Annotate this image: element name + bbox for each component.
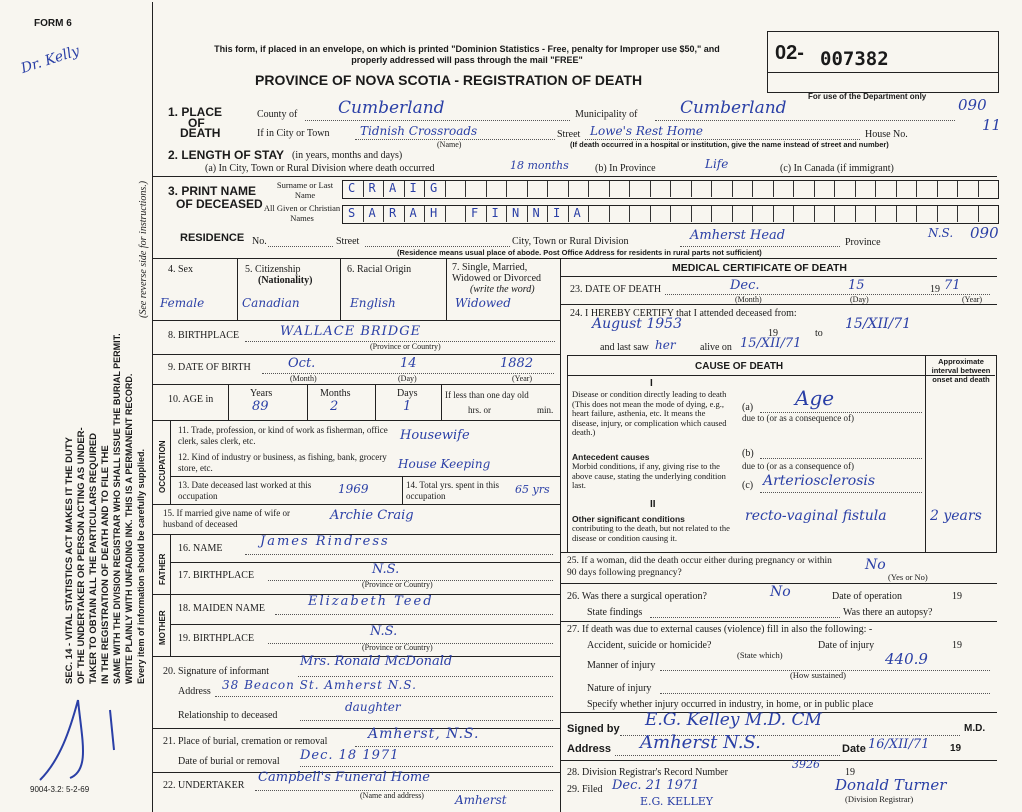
marital-value: Widowed: [455, 296, 511, 310]
envelope-note: This form, if placed in an envelope, on which is printed "Dominion Statistics - Free, penalty for Improper use $50," and properly addressed will pass through the mail "FREE": [214, 44, 720, 65]
signed-label: Signed by: [567, 723, 620, 735]
birthplace-label: 8. BIRTHPLACE: [168, 330, 240, 341]
dod-year-sub: (Year): [962, 295, 983, 304]
mother-name-value: Elizabeth Teed: [308, 594, 434, 609]
deceased-label-2: OF DECEASED: [176, 197, 263, 211]
accident-label: Accident, suicide or homicide?: [587, 640, 712, 651]
mother-birthplace-sub: (Province or Country): [362, 643, 433, 652]
deceased-label-1: 3. PRINT NAME: [168, 184, 257, 198]
given-letter: H: [430, 206, 439, 220]
racial-label: 6. Racial Origin: [347, 264, 412, 275]
surname-grid-divider: [978, 181, 979, 197]
father-side-label: FATHER: [158, 553, 167, 585]
sustained-sub: (How sustained): [790, 670, 846, 680]
age-years-label: Years: [250, 388, 273, 399]
left-vertical-line-5: SAME WITH THE DIVISION REGISTRAR WHO SHALL ISSUE THE BURIAL PERMIT.: [112, 333, 122, 684]
given-grid-divider: [363, 206, 364, 222]
registrar-sub: (Division Registrar): [845, 794, 914, 804]
given-grid-divider: [383, 206, 384, 222]
certify-from: August 1953: [592, 316, 682, 332]
city-value: Tidnish Crossroads: [360, 124, 478, 138]
cause-a-label: (a): [742, 402, 754, 413]
nature-label: Nature of injury: [587, 683, 652, 694]
given-grid-divider: [855, 206, 856, 222]
surname-grid-divider: [855, 181, 856, 197]
occupation-side-label: OCCUPATION: [158, 440, 167, 493]
certify-19: 19: [768, 328, 778, 339]
informant-address: 38 Beacon St. Amherst N.S.: [222, 678, 417, 692]
manner-label: Manner of injury: [587, 660, 656, 671]
printed-name: E.G. KELLEY: [640, 795, 714, 808]
given-grid-divider: [445, 206, 446, 222]
dod-year-prefix: 19: [930, 284, 940, 295]
sex-label: 4. Sex: [168, 264, 193, 275]
doctor-date-19: 19: [950, 743, 962, 754]
margin-signature-mark: [30, 690, 130, 790]
given-grid-divider: [732, 206, 733, 222]
given-grid-divider: [650, 206, 651, 222]
residence-street-label: Street: [336, 236, 360, 247]
father-name-label: 16. NAME: [178, 543, 223, 554]
left-vertical-line-1: SEC. 14 - VITAL STATISTICS ACT MAKES IT THE DUTY: [64, 436, 75, 684]
total-years-label: 14. Total yrs. spent in this occupation: [406, 480, 499, 501]
informant-address-label: Address: [178, 686, 211, 697]
autopsy-label: Was there an autopsy?: [843, 607, 933, 618]
trade-label: 11. Trade, profession, or kind of work as fisherman, office clerk, sales clerk, etc.: [178, 425, 388, 446]
age-days-label: Days: [397, 388, 418, 399]
county-value: Cumberland: [338, 98, 445, 118]
certify-to-label: to: [815, 328, 823, 339]
surname-letter: C: [348, 181, 357, 195]
surname-grid-divider: [875, 181, 876, 197]
surname-grid-divider: [486, 181, 487, 197]
interval-header: Approximate interval between onset and death: [931, 357, 991, 384]
stay-a-value: 18 months: [510, 159, 569, 172]
q28-value: 3926: [792, 758, 820, 771]
dob-day-sub: (Day): [398, 374, 417, 383]
given-grid-divider: [875, 206, 876, 222]
stay-b-value: Life: [705, 157, 729, 171]
surname-grid-divider: [445, 181, 446, 197]
given-grid-divider: [793, 206, 794, 222]
surname-grid-divider: [793, 181, 794, 197]
total-years-value: 65 yrs: [515, 483, 550, 496]
surname-label: Surname or Last Name: [276, 180, 334, 200]
burial-place: Amherst, N.S.: [368, 726, 480, 742]
residence-province: N.S.: [928, 226, 954, 240]
undertaker-value: Campbell's Funeral Home: [258, 770, 430, 785]
surname-grid-divider: [752, 181, 753, 197]
marital-sub: (write the word): [470, 284, 535, 295]
place-label-1: 1. PLACE: [168, 105, 223, 119]
stay-c-label: (c) In Canada (if immigrant): [780, 163, 894, 174]
q27-label: 27. If death was due to external causes (violence) fill in also the following: -: [567, 624, 873, 635]
dod-day: 15: [848, 278, 865, 293]
given-letter: I: [491, 206, 500, 220]
md-label: M.D.: [964, 723, 986, 734]
last-saw-who: her: [655, 338, 676, 352]
surname-grid-divider: [691, 181, 692, 197]
other-label: Other significant conditions: [572, 514, 685, 524]
surname-grid-divider: [568, 181, 569, 197]
q26-date-label: Date of operation: [832, 591, 902, 602]
residence-note: (Residence means usual place of abode. Post Office Address for residents in rural parts not sufficient): [397, 248, 762, 257]
municipality-value: Cumberland: [680, 98, 787, 118]
spouse-label: 15. If married give name of wife or husband of deceased: [163, 508, 290, 529]
dob-year-sub: (Year): [512, 374, 533, 383]
doctor-address: Amherst N.S.: [640, 732, 761, 753]
manner-code: 440.9: [885, 650, 928, 668]
specify-label: Specify whether injury occurred in industry, in home, or in public place: [587, 699, 874, 710]
informant-relationship: daughter: [345, 700, 401, 714]
surname-grid-divider: [957, 181, 958, 197]
reg-box-divider: [767, 72, 999, 73]
age-months-value: 2: [330, 399, 339, 414]
signed-by: E.G. Kelley M.D. CM: [645, 710, 822, 730]
residence-code: 090: [970, 224, 999, 242]
surname-grid-divider: [588, 181, 589, 197]
burial-place-label: 21. Place of burial, cremation or removal: [163, 736, 328, 747]
date-injury-label: Date of injury: [818, 640, 875, 651]
mother-birthplace-value: N.S.: [370, 624, 398, 639]
certify-label: 24. I HEREBY CERTIFY that I attended deceased from:: [570, 308, 797, 319]
residence-label: RESIDENCE: [180, 232, 245, 244]
registration-prefix: 02-: [775, 42, 804, 64]
informant-rel-label: Relationship to deceased: [178, 710, 278, 721]
dod-year: 71: [944, 278, 961, 293]
sex-value: Female: [160, 296, 205, 310]
q28-19: 19: [845, 767, 855, 778]
surname-grid-divider: [465, 181, 466, 197]
marital-label: 7. Single, Married, Widowed or Divorced: [452, 262, 542, 284]
surname-grid-divider: [506, 181, 507, 197]
given-grid-divider: [404, 206, 405, 222]
house-label: House No.: [865, 129, 908, 140]
q27-19: 19: [952, 640, 962, 651]
city-name-note: (Name): [437, 140, 462, 149]
certify-to: 15/XII/71: [845, 316, 912, 332]
given-grid-divider: [691, 206, 692, 222]
other-interval: 2 years: [930, 508, 982, 524]
registration-number: 007382: [820, 48, 889, 70]
left-vertical-line-3: TAKER TO OBTAIN ALL THE PARTICULARS REQUIRED: [88, 432, 99, 684]
given-letter: I: [553, 206, 562, 220]
alive-label: alive on: [700, 342, 732, 353]
roman-1: I: [650, 378, 653, 389]
cause-c-label: (c): [742, 480, 754, 491]
given-grid-divider: [670, 206, 671, 222]
age-label: 10. AGE in: [168, 394, 214, 405]
given-letter: F: [471, 206, 480, 220]
left-border: [152, 2, 153, 812]
birthplace-value: WALLACE BRIDGE: [280, 324, 422, 339]
surname-grid-divider: [670, 181, 671, 197]
age-months-label: Months: [320, 388, 351, 399]
father-birthplace-label: 17. BIRTHPLACE: [178, 570, 255, 581]
given-label: All Given or Christian Names: [263, 203, 341, 223]
stay-b-label: (b) In Province: [595, 163, 656, 174]
given-grid-divider: [937, 206, 938, 222]
father-birthplace-sub: (Province or Country): [362, 580, 433, 589]
given-grid-divider: [957, 206, 958, 222]
given-grid-divider: [547, 206, 548, 222]
mother-name-label: 18. MAIDEN NAME: [178, 603, 265, 614]
undertaker-sub: (Name and address): [360, 791, 424, 800]
margin-note: Dr. Kelly: [19, 43, 82, 77]
dept-use-label: For use of the Department only: [808, 92, 927, 101]
surname-grid-divider: [814, 181, 815, 197]
given-letter: N: [512, 206, 521, 220]
dob-month-sub: (Month): [290, 374, 317, 383]
medical-header: MEDICAL CERTIFICATE OF DEATH: [672, 262, 847, 274]
surname-grid-divider: [773, 181, 774, 197]
antecedent-sub: Morbid conditions, if any, giving rise to the above cause, stating the underlying condition last.: [572, 461, 726, 490]
place-label-3: DEATH: [180, 126, 221, 140]
given-grid-divider: [978, 206, 979, 222]
hrs-label: hrs. or: [468, 405, 491, 415]
burial-date-label: Date of burial or removal: [178, 756, 280, 767]
citizenship-sub: (Nationality): [258, 275, 313, 286]
q26-19: 19: [952, 591, 962, 602]
industry-label: 12. Kind of industry or business, as fishing, bank, grocery store, etc.: [178, 452, 387, 473]
surname-letter: R: [368, 181, 377, 195]
surname-grid-divider: [424, 181, 425, 197]
less-day-label: If less than one day old: [445, 390, 529, 400]
cause-a-due: due to (or as a consequence of): [742, 413, 854, 423]
given-grid-divider: [916, 206, 917, 222]
hospital-note: (If death occurred in a hospital or institution, give the name instead of street and number): [570, 140, 889, 149]
date-label: Date: [842, 743, 866, 755]
mother-side-label: MOTHER: [158, 610, 167, 645]
given-grid-divider: [527, 206, 528, 222]
undertaker-label: 22. UNDERTAKER: [163, 780, 245, 791]
surname-grid-divider: [711, 181, 712, 197]
last-worked-label: 13. Date deceased last worked at this occupation: [178, 480, 312, 501]
left-vertical-line-4: IN THE REGISTRATION OF DEATH AND TO FILE THE: [100, 445, 111, 684]
direct-cause-label: Disease or condition directly leading to death (This does not mean the mode of dying, e.g., heart failure, asthenia, etc. It means the disease, injury, or complication which caused death.): [572, 389, 727, 437]
residence-city: Amherst Head: [690, 228, 786, 243]
alive-on: 15/XII/71: [740, 336, 802, 351]
given-grid-divider: [752, 206, 753, 222]
surname-grid-divider: [732, 181, 733, 197]
stay-sub: (in years, months and days): [292, 150, 403, 161]
street-value: Lowe's Rest Home: [590, 124, 703, 138]
left-vertical-line-8: (See reverse side for instructions.): [138, 180, 149, 318]
min-label: min.: [537, 405, 554, 415]
father-name-value: James Rindress: [260, 534, 390, 549]
surname-letter: G: [430, 181, 439, 195]
birthplace-sub: (Province or Country): [370, 342, 441, 351]
q28-label: 28. Division Registrar's Record Number: [567, 767, 728, 778]
dob-month: Oct.: [288, 356, 316, 371]
given-letter: A: [368, 206, 377, 220]
surname-grid-divider: [383, 181, 384, 197]
state-findings-label: State findings: [587, 607, 643, 618]
given-grid-divider: [834, 206, 835, 222]
address-label: Address: [567, 743, 612, 755]
left-vertical-line-2: OF THE UNDERTAKER OR PERSON ACTING AS UNDER-: [76, 427, 87, 684]
given-grid-divider: [711, 206, 712, 222]
given-grid-divider: [609, 206, 610, 222]
burial-date: Dec. 18 1971: [300, 748, 400, 763]
dob-label: 9. DATE OF BIRTH: [168, 362, 251, 373]
given-letter: S: [348, 206, 357, 220]
form-code: 9004-3.2: 5-2-69: [30, 785, 90, 794]
filed-date: Dec. 21 1971: [612, 778, 700, 793]
given-grid-divider: [465, 206, 466, 222]
given-letter: A: [573, 206, 582, 220]
age-years-value: 89: [252, 399, 269, 414]
citizenship-label: 5. Citizenship: [245, 264, 301, 275]
q26-label: 26. Was there a surgical operation?: [567, 591, 707, 602]
dept-code-1: 090: [958, 96, 987, 114]
age-days-value: 1: [403, 399, 412, 414]
surname-letter: A: [389, 181, 398, 195]
mother-birthplace-label: 19. BIRTHPLACE: [178, 633, 255, 644]
surname-letter: I: [409, 181, 418, 195]
given-grid-divider: [588, 206, 589, 222]
given-letter: A: [409, 206, 418, 220]
surname-grid-divider: [547, 181, 548, 197]
given-grid-divider: [424, 206, 425, 222]
given-grid-divider: [568, 206, 569, 222]
cause-b-label: (b): [742, 448, 754, 459]
given-grid-divider: [629, 206, 630, 222]
surname-grid-divider: [916, 181, 917, 197]
cause-b-due: due to (or as a consequence of): [742, 461, 854, 471]
racial-value: English: [350, 296, 396, 310]
dob-year: 1882: [500, 356, 534, 371]
registrar-signature: Donald Turner: [835, 776, 947, 794]
q29-label: 29. Filed: [567, 784, 603, 795]
residence-no-label: No.: [252, 236, 267, 247]
antecedent-label: Antecedent causes: [572, 452, 650, 462]
dod-month-sub: (Month): [735, 295, 762, 304]
dod-label: 23. DATE OF DEATH: [570, 284, 662, 295]
given-letter: R: [389, 206, 398, 220]
given-grid-divider: [896, 206, 897, 222]
surname-grid-divider: [609, 181, 610, 197]
roman-2: II: [650, 499, 656, 510]
other-sub: contributing to the death, but not related to the disease or condition causing it.: [572, 523, 730, 543]
left-vertical-line-7: Every item of information should be carefully supplied.: [136, 448, 146, 684]
industry-value: House Keeping: [398, 457, 491, 471]
street-label: Street: [557, 129, 581, 140]
trade-value: Housewife: [400, 428, 470, 443]
surname-grid-divider: [896, 181, 897, 197]
last-saw-label: and last saw: [600, 342, 649, 353]
dod-day-sub: (Day): [850, 295, 869, 304]
form-id: FORM 6: [34, 18, 72, 29]
cause-a-value: Age: [795, 386, 835, 410]
cause-c-value: Arteriosclerosis: [763, 473, 876, 489]
surname-grid-divider: [363, 181, 364, 197]
place-label-2: OF: [188, 116, 205, 130]
stay-label: 2. LENGTH OF STAY: [168, 148, 285, 162]
surname-grid-divider: [937, 181, 938, 197]
stay-a-label: (a) In City, Town or Rural Division where death occurred: [205, 163, 435, 174]
dept-code-2: 11: [982, 116, 1002, 134]
father-birthplace-value: N.S.: [372, 562, 400, 577]
cause-header: CAUSE OF DEATH: [695, 361, 784, 372]
last-worked-value: 1969: [338, 482, 369, 496]
city-label: If in City or Town: [257, 128, 330, 139]
surname-grid-divider: [629, 181, 630, 197]
given-grid-divider: [814, 206, 815, 222]
residence-province-label: Province: [845, 237, 881, 248]
which-sub: (State which): [737, 650, 783, 660]
surname-grid-divider: [650, 181, 651, 197]
residence-city-label: City, Town or Rural Division: [512, 236, 629, 247]
form-title: PROVINCE OF NOVA SCOTIA - REGISTRATION OF DEATH: [255, 72, 643, 88]
dob-day: 14: [400, 356, 417, 371]
doctor-date: 16/XII/71: [868, 737, 930, 752]
other-value: recto-vaginal fistula: [745, 508, 887, 524]
q25-value: No: [865, 557, 886, 573]
undertaker-value-2: Amherst: [455, 793, 507, 807]
left-vertical-line-6: WRITE PLAINLY WITH UNFADING INK. THIS IS A PERMANENT RECORD.: [124, 373, 134, 684]
q26-value: No: [770, 584, 791, 600]
surname-grid-divider: [834, 181, 835, 197]
citizenship-value: Canadian: [242, 296, 300, 310]
given-grid-divider: [773, 206, 774, 222]
spouse-value: Archie Craig: [330, 508, 414, 523]
municipality-label: Municipality of: [575, 109, 638, 120]
q25-label: 25. If a woman, did the death occur either during pregnancy or within 90 days following pregnancy?: [567, 556, 832, 578]
given-grid-divider: [506, 206, 507, 222]
informant-signature: Mrs. Ronald McDonald: [300, 654, 453, 669]
q25-sub: (Yes or No): [888, 572, 928, 582]
county-label: County of: [257, 109, 298, 120]
surname-grid-divider: [404, 181, 405, 197]
dod-month: Dec.: [730, 278, 760, 293]
surname-grid-divider: [527, 181, 528, 197]
given-grid-divider: [486, 206, 487, 222]
informant-sig-label: 20. Signature of informant: [163, 666, 270, 677]
given-letter: N: [532, 206, 541, 220]
